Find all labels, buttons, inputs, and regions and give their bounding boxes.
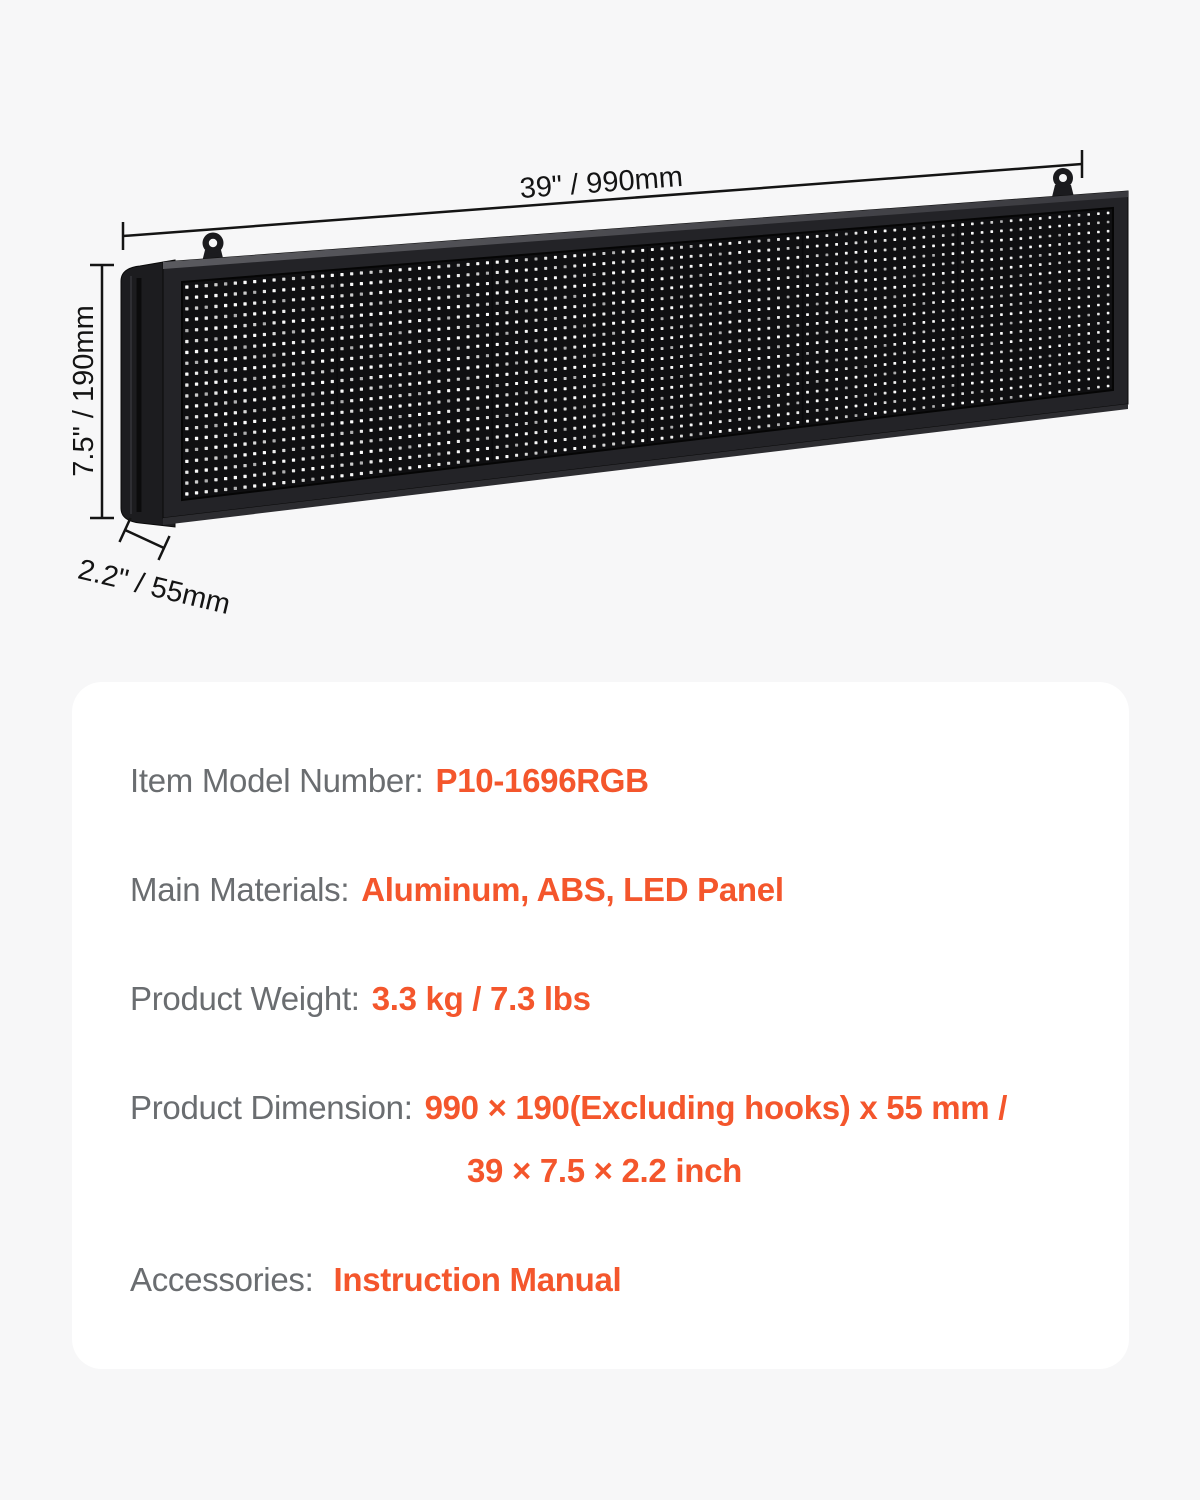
- spec-value: Aluminum, ABS, LED Panel: [361, 870, 784, 908]
- spec-row-weight: [130, 980, 1079, 1019]
- spec-label: Item Model Number:: [130, 762, 424, 799]
- spec-value-line2: 39 × 7.5 × 2.2 inch: [467, 1151, 742, 1189]
- spec-value: 990 × 190(Excluding hooks) x 55 mm /: [424, 1088, 1008, 1126]
- spec-value: Instruction Manual: [333, 1260, 622, 1298]
- spec-label: Product Weight:: [130, 979, 360, 1017]
- spec-value: 3.3 kg / 7.3 lbs: [371, 979, 591, 1017]
- spec-row-model-number: [130, 762, 1079, 801]
- led-sign-panel: [121, 168, 1128, 527]
- spec-row-accessories: [130, 1261, 1079, 1300]
- spec-label: Main Materials:: [130, 870, 350, 908]
- hanging-hook-right: [1052, 168, 1074, 197]
- spec-value: P10-1696RGB: [435, 762, 649, 799]
- width-dimension-label: 39" / 990mm: [518, 160, 685, 206]
- height-dimension-label: 7.5" / 190mm: [68, 305, 100, 477]
- spec-row-dimension: [130, 1089, 1079, 1191]
- spec-card: [72, 682, 1129, 1369]
- spec-label: Product Dimension:: [130, 1088, 413, 1126]
- spec-label: Accessories:: [130, 1260, 314, 1298]
- depth-dimension-label: 2.2" / 55mm: [74, 553, 234, 621]
- product-illustration: [0, 0, 1200, 660]
- spec-row-materials: [130, 871, 1079, 910]
